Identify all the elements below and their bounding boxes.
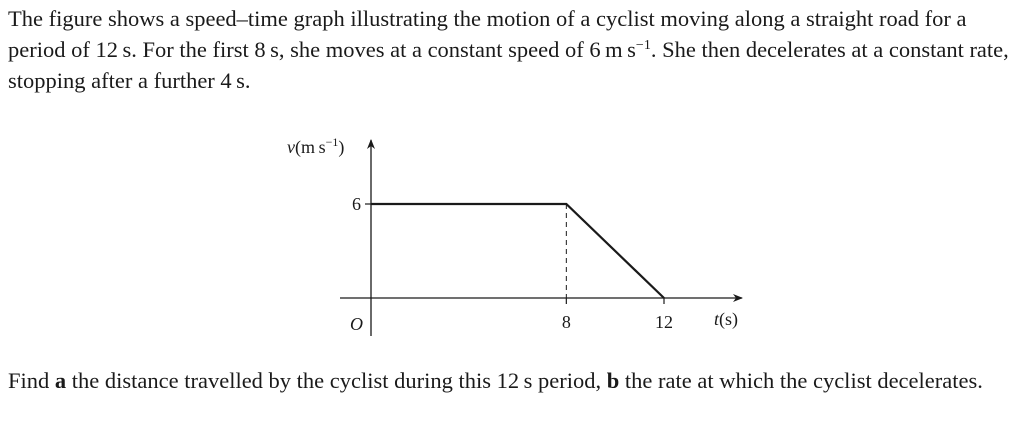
part-a-label: a bbox=[54, 368, 67, 393]
y-axis-unit: (m s bbox=[295, 137, 326, 157]
y-axis-var: v bbox=[287, 137, 295, 157]
y-tick-label-6: 6 bbox=[352, 194, 361, 214]
x-axis-unit: (s) bbox=[719, 309, 739, 329]
part-b-label: b bbox=[606, 368, 620, 393]
question-prefix: Find bbox=[8, 368, 55, 393]
y-axis-label bbox=[287, 135, 344, 158]
intro-text-1: The figure shows a speed–time graph illustrating the motion of a cyclist moving along a straight road for a period of 12 s. For the first 8 s, she moves at a constant speed of 6 m s bbox=[8, 6, 967, 62]
speed-line bbox=[371, 204, 664, 298]
part-a-text: the distance travelled by the cyclist during this 12 s period, bbox=[66, 368, 607, 393]
chart-marks bbox=[352, 194, 673, 332]
y-axis-unit-close: ) bbox=[338, 137, 345, 157]
x-tick-label-12: 12 bbox=[655, 312, 673, 332]
x-axis-label bbox=[714, 309, 738, 330]
unit-exponent: −1 bbox=[635, 38, 651, 53]
origin-label: O bbox=[350, 314, 363, 334]
intro-text-2: . She then decelerates at a constant rate, stopping after a further 4 s. bbox=[8, 37, 1009, 93]
x-tick-label-8: 8 bbox=[561, 312, 571, 332]
part-b-text: the rate at which the cyclist decelerates. bbox=[619, 368, 983, 393]
y-axis-unit-exp: −1 bbox=[325, 135, 339, 149]
problem-question bbox=[8, 365, 1018, 396]
x-axis-var: t bbox=[714, 309, 720, 329]
